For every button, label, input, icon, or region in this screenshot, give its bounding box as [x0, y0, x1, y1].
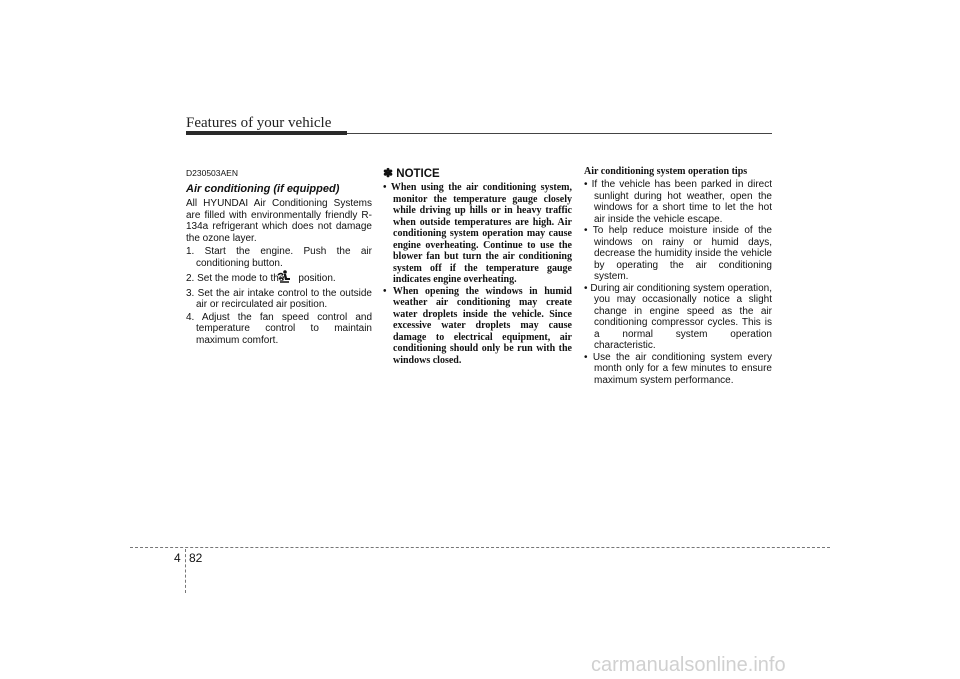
- step-item: 4. Adjust the fan speed control and temperature control to maintain maximum comfort.: [186, 311, 372, 346]
- notice-item: • When opening the windows in humid weather air conditioning may create water droplets inside the vehicle. Since excessive water droplets may cause damage to electrical equipment, air conditioning should only be run with the windows closed.: [383, 285, 572, 366]
- chapter-number: 4: [174, 551, 181, 565]
- step-text: position.: [298, 272, 336, 284]
- tip-item: • Use the air conditioning system every month only for a few minutes to ensure maximum system performance.: [584, 351, 772, 386]
- notice-item: • When using the air conditioning system, monitor the temperature gauge closely while driving up hills or in heavy traffic when outside temperatures are high. Air conditioning system operation may cause engine overheating. Continue to use the blower fan but turn the air conditioning system off if the temperature gauge indicates engine overheating.: [383, 182, 572, 285]
- step-item: [186, 270, 372, 287]
- tip-item: • If the vehicle has been parked in direct sunlight during hot weather, open the windows for a short time to let the hot air inside the vehicle escape.: [584, 179, 772, 225]
- step-text: 2. Set the mode to the: [186, 272, 285, 284]
- tips-column: [584, 166, 772, 386]
- notice-title: NOTICE: [396, 168, 440, 180]
- step-item: 3. Set the air intake control to the outside air or recirculated air position.: [186, 287, 372, 310]
- tips-heading: Air conditioning system operation tips: [584, 166, 748, 177]
- section-code: D230503AEN: [186, 168, 238, 178]
- watermark: carmanualsonline.info: [591, 654, 786, 676]
- intro-paragraph: All HYUNDAI Air Conditioning Systems are filled with environmentally friendly R-134a refrigerant which does not damage the ozone layer.: [186, 198, 372, 244]
- notice-column: [383, 166, 572, 366]
- step-item: 1. Start the engine. Push the air conditioning button.: [186, 246, 372, 269]
- footer-divider: [185, 549, 186, 593]
- notice-list: [383, 182, 572, 366]
- header-bar: [186, 131, 347, 135]
- footer-rule: [130, 547, 830, 548]
- page-header-title: Features of your vehicle: [186, 115, 332, 131]
- section-title: Air conditioning (if equipped): [186, 183, 340, 195]
- header-rule: [347, 133, 772, 134]
- steps-list: [186, 246, 372, 346]
- tip-item: • During air conditioning system operation, you may occasionally notice a slight change in engine speed as the air conditioning compressor cycles. This is a normal system operation characteristic.: [584, 282, 772, 351]
- page-number: 82: [189, 551, 203, 565]
- tips-list: [584, 179, 772, 386]
- left-column: [186, 168, 372, 347]
- tip-item: • To help reduce moisture inside of the windows on rainy or humid days, decrease the humidity inside the vehicle by operating the air conditioning system.: [584, 225, 772, 282]
- notice-heading: [383, 166, 572, 180]
- floor-defrost-mode-icon: [287, 270, 293, 287]
- notice-star-icon: ✽: [383, 166, 394, 180]
